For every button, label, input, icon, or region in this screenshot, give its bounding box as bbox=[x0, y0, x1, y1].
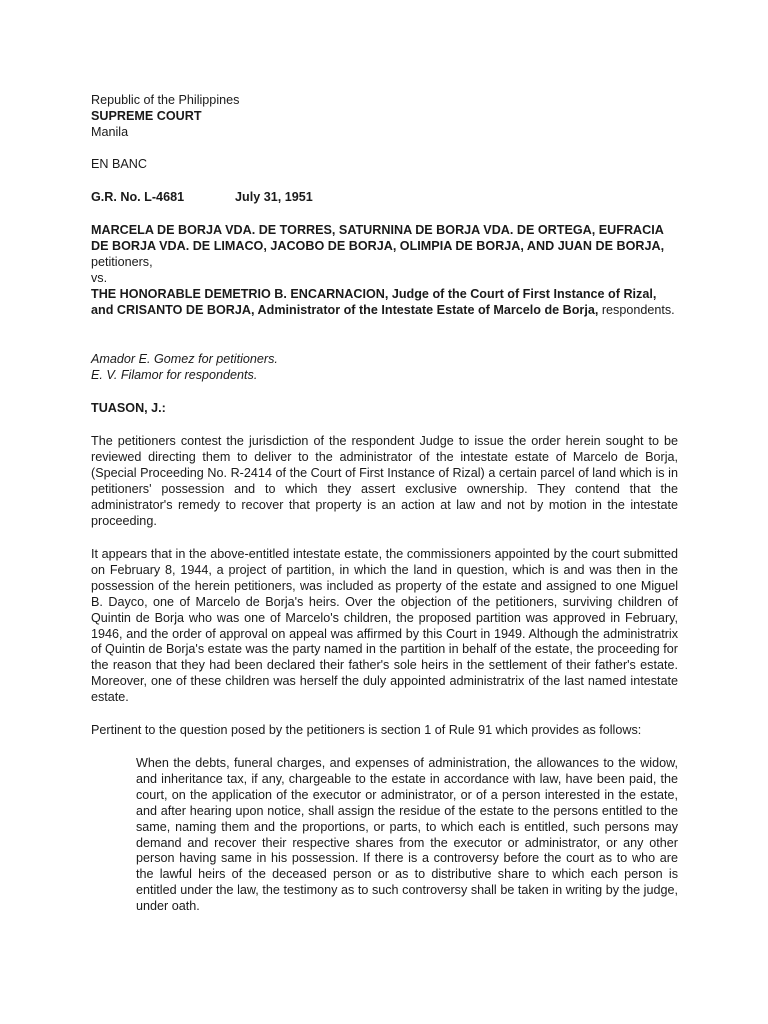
counsel-respondents: E. V. Filamor for respondents. bbox=[91, 367, 258, 382]
court-name: SUPREME COURT bbox=[91, 108, 202, 123]
division-label: EN BANC bbox=[91, 157, 147, 171]
paragraph-3: Pertinent to the question posed by the petitioners is section 1 of Rule 91 which provides as follows: bbox=[91, 723, 642, 737]
case-number-line bbox=[91, 190, 678, 206]
city-line: Manila bbox=[91, 124, 129, 139]
country-line: Republic of the Philippines bbox=[91, 93, 240, 107]
petitioners-role: petitioners, bbox=[91, 254, 153, 269]
case-caption bbox=[91, 223, 678, 318]
gr-number: G.R. No. L-4681 bbox=[91, 190, 185, 204]
rule-91-quote: When the debts, funeral charges, and expenses of administration, the allowances to the widow, and inheritance tax, if any, chargeable to the estate in accordance with law, have been paid, the court, on the application of the executor or administrator, or of a person interested in the estate, and after hearing upon notice, shall assign the residue of the estate to the persons entitled to the same, naming them and the proportions, or parts, to which each is entitled, such persons may demand and recover their respective shares from the executor or administrator, or any other person having same in his possession. If there is a controversy before the court as to who are the lawful heirs of the deceased person or as to distributive share to which each person is entitled under the law, the testimony as to such controversy shall be taken in writing by the judge, under oath. bbox=[136, 756, 678, 914]
counsel-petitioners: Amador E. Gomez for petitioners. bbox=[91, 352, 278, 366]
respondents-names: THE HONORABLE DEMETRIO B. ENCARNACION, Judge of the Court of First Instance of Rizal, and CRISANTO DE BORJA, Administrator of the Intestate Estate of Marcelo de Borja, bbox=[91, 286, 657, 317]
counsel-block bbox=[91, 352, 678, 384]
paragraph-1: The petitioners contest the jurisdiction of the respondent Judge to issue the order herein sought to be reviewed directing them to deliver to the administrator of the intestate estate of Marcelo de Borja, (Special Proceeding No. R-2414 of the Court of First Instance of Rizal) a certain parcel of land which is in petitioners' possession and to which they assert exclusive ownership. They contend that the administrator's remedy to recover that property is an action at law and not by motion in the intestate proceeding. bbox=[91, 434, 678, 528]
ponente: TUASON, J.: bbox=[91, 401, 166, 415]
paragraph-2: It appears that in the above-entitled intestate estate, the commissioners appointed by the court submitted on February 8, 1944, a project of partition, in which the land in question, which is and was then in the possession of the herein petitioners, was included as property of the estate and assigned to one Miguel B. Dayco, one of Marcelo de Borja's heirs. Over the objection of the petitioners, surviving children of Quintin de Borja who was one of Marcelo's children, the proposed partition was approved in February, 1946, and the order of approval on appeal was affirmed by this Court in 1949. Although the administratrix of Quintin de Borja's estate was the party named in the partition in behalf of the estate, the proceeding for the reason that they had been declared their father's sole heirs in the settlement of their father's estate. Moreover, one of these children was herself the duly appointed administratrix of the last named intestate estate. bbox=[91, 547, 678, 705]
petitioners-names: MARCELA DE BORJA VDA. DE TORRES, SATURNINA DE BORJA VDA. DE ORTEGA, EUFRACIA DE BORJA VDA. DE LIMACO, JACOBO DE BORJA, OLIMPIA DE BORJA, AND JUAN DE BORJA, bbox=[91, 223, 665, 253]
court-header bbox=[91, 93, 678, 141]
versus-line: vs. bbox=[91, 270, 108, 285]
petitioners-block bbox=[91, 223, 678, 271]
respondents-role: respondents. bbox=[598, 302, 675, 317]
decision-date: July 31, 1951 bbox=[235, 190, 313, 204]
respondents-block bbox=[91, 287, 678, 319]
